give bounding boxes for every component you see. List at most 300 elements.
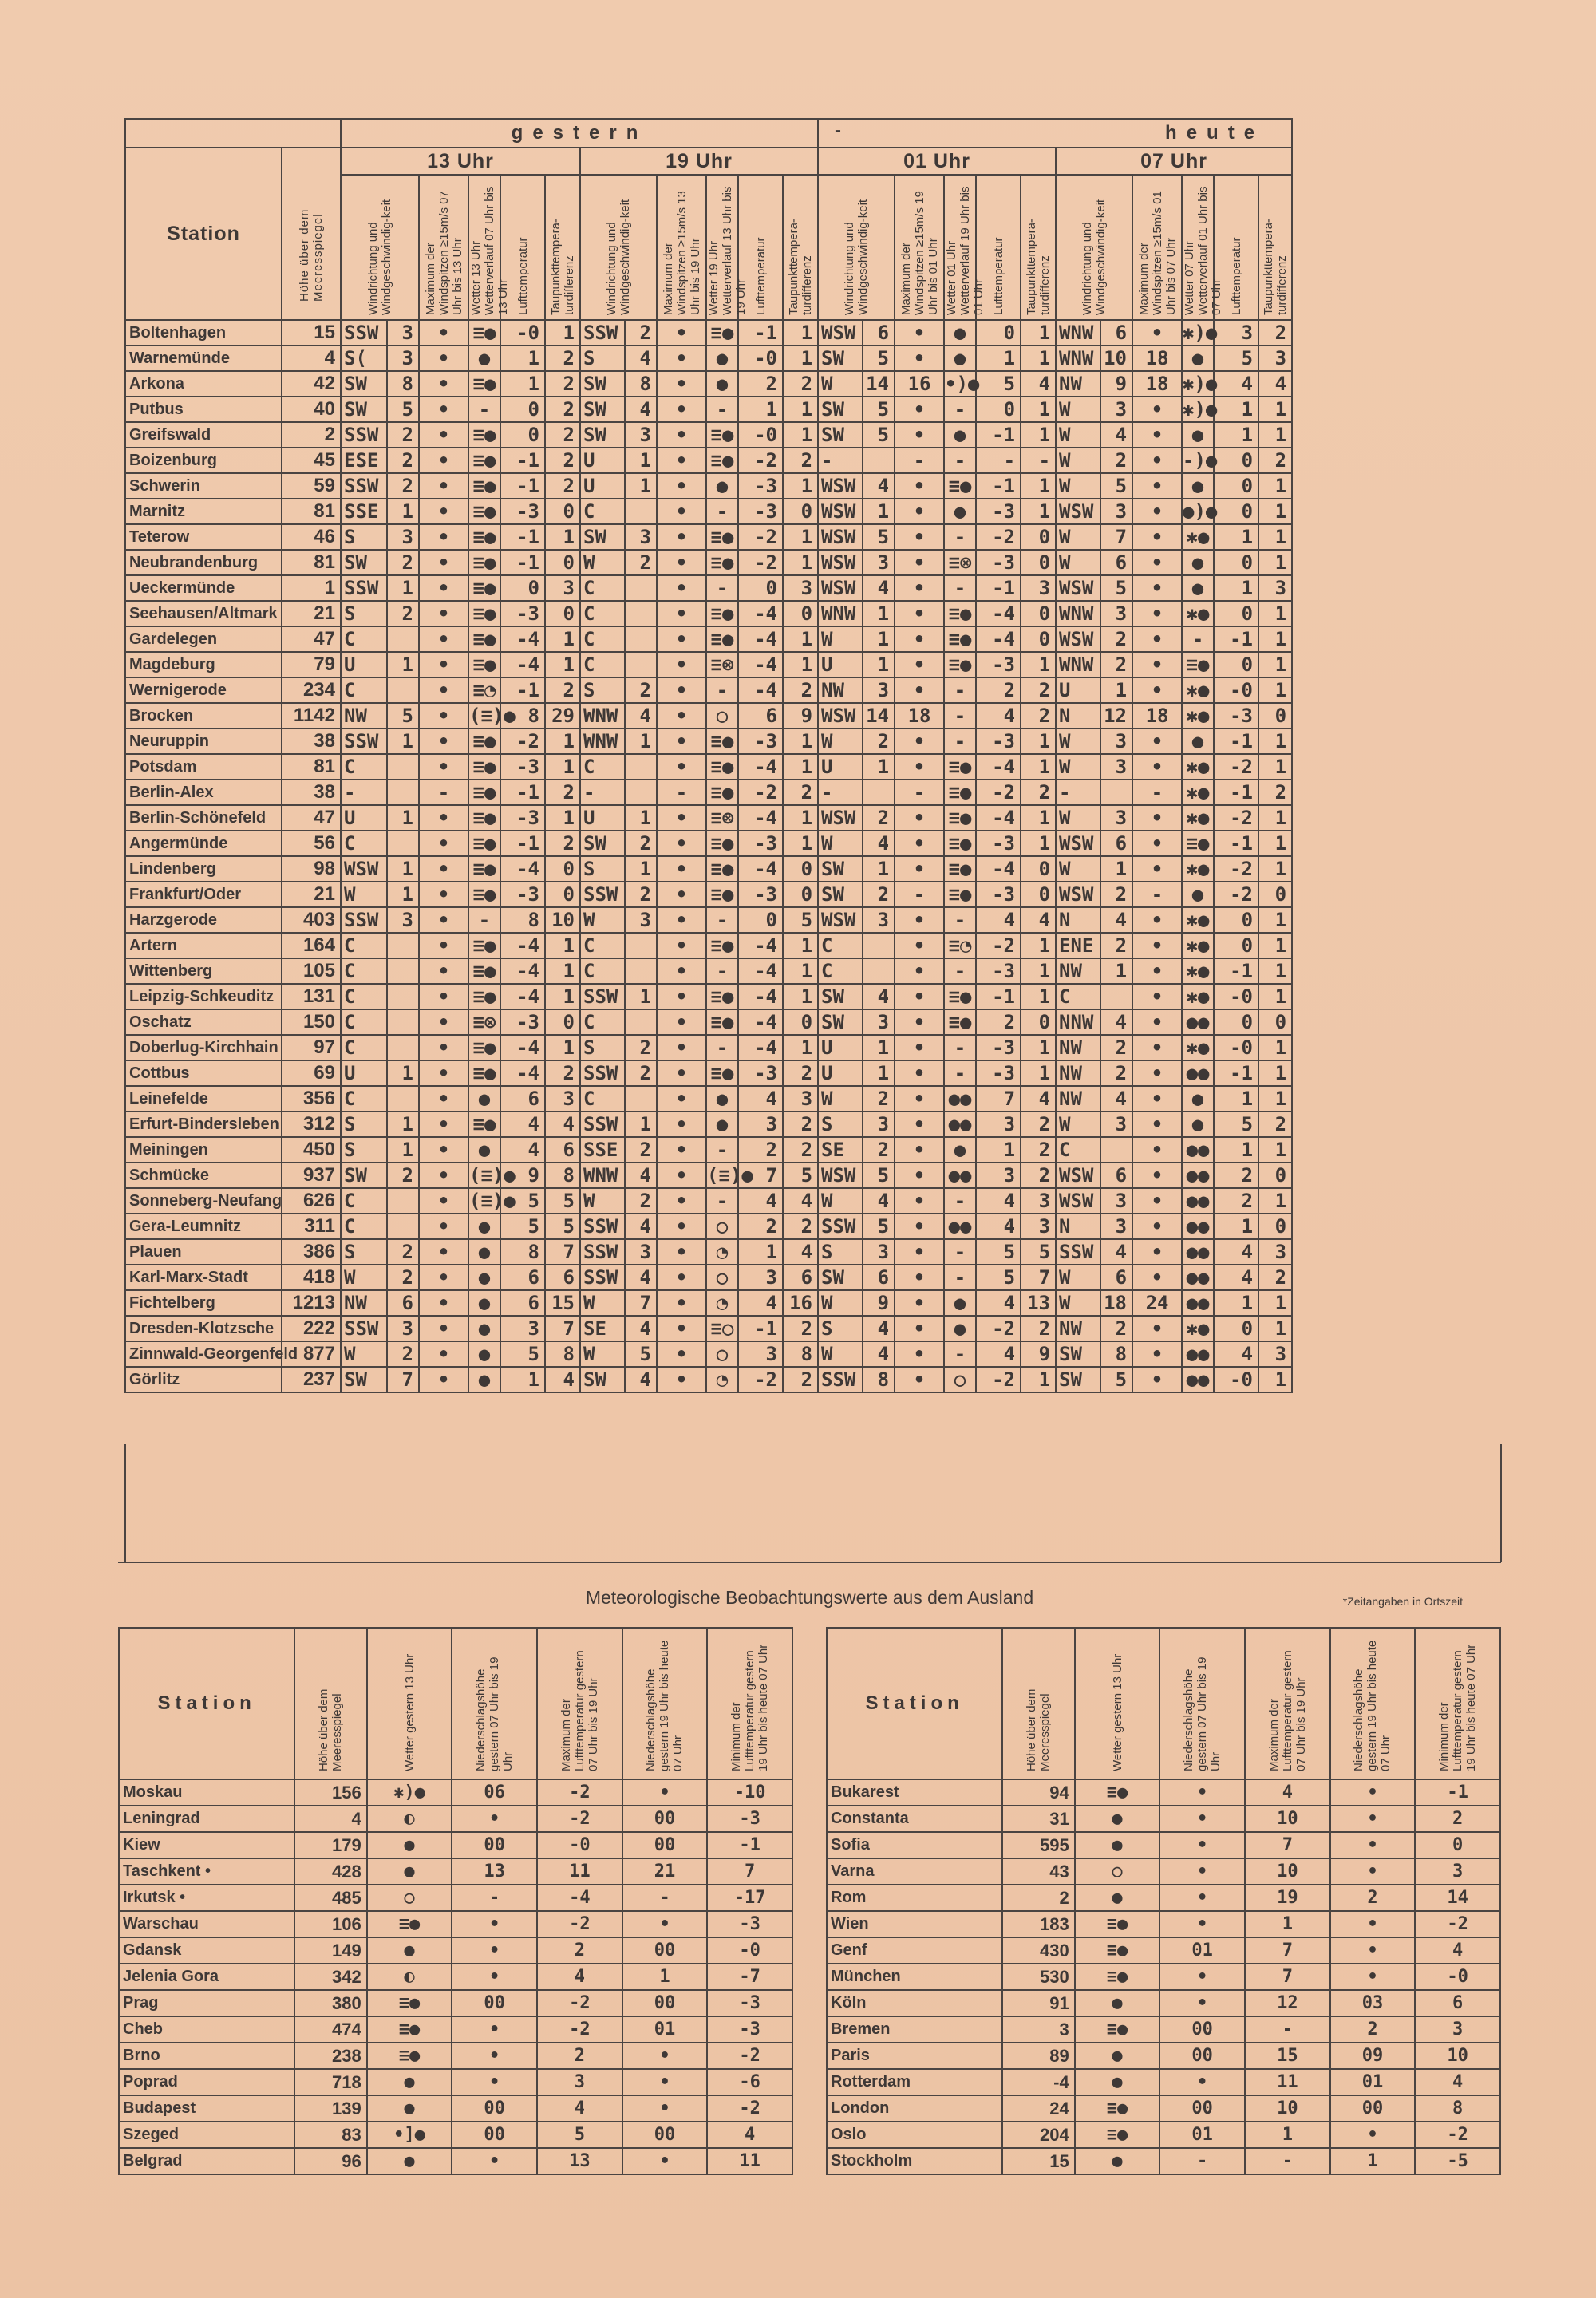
wind-speed: 3 [863,1239,895,1265]
weather-symbol: ≡● [706,550,738,575]
dewpoint-difference: 0 [545,856,580,882]
station-height: 81 [282,550,341,575]
air-temperature: -1 [1214,626,1258,652]
weather-symbol: ✱● [1182,984,1214,1009]
dewpoint-difference: 1 [1258,728,1292,754]
wind-speed [625,933,657,958]
dewpoint-difference: 29 [545,703,580,728]
air-temperature: -3 [976,728,1021,754]
wind-speed: 4 [863,831,895,856]
foreign-weather: ≡● [367,2043,452,2069]
foreign-max-temp: 2 [537,1937,622,1964]
station-height: 98 [282,856,341,882]
weather-symbol: ≡● [706,728,738,754]
foreign-height: 4 [294,1806,366,1832]
air-temperature: 2 [976,1009,1021,1035]
max-gust: • [1132,677,1182,703]
wind-direction: W [580,1290,625,1316]
max-gust: • [657,1341,706,1367]
foreign-precip-day: 00 [1159,2016,1245,2043]
foreign-colhead-min-label: Minimum der Lufttemperatur gestern 19 Uhr bis heute 07 Uhr [1437,1644,1479,1771]
air-temperature: 7 [738,1163,783,1188]
wind-speed: 1 [387,652,419,677]
wind-direction: W [1056,1290,1100,1316]
weather-symbol: ✱● [1182,780,1214,805]
max-gust: • [895,677,944,703]
wind-direction: NW [1056,1060,1100,1086]
dewpoint-difference: 8 [545,1341,580,1367]
foreign-precip-day: • [452,1911,537,1937]
foreign-min-temp: 3 [1415,2016,1500,2043]
wind-speed: 4 [863,575,895,601]
air-temperature: -4 [738,754,783,780]
colhead-dew-3 [1258,175,1292,320]
air-temperature: -1 [1214,728,1258,754]
colhead-wind-label: Windrichtung und Windgeschwindig-keit [605,199,632,315]
foreign-precip-day: • [452,2043,537,2069]
foreign-precip-night: 2 [1330,1885,1416,1911]
max-gust: • [895,1290,944,1316]
max-gust: - [895,882,944,907]
foreign-min-temp: -0 [707,1937,792,1964]
wind-speed: 8 [387,371,419,397]
wind-speed: 1 [387,805,419,831]
wind-speed: 4 [1100,907,1132,933]
weather-symbol: ≡● [944,984,976,1009]
max-gust: • [419,984,468,1009]
foreign-weather: ✱)● [367,1779,452,1806]
wind-direction: W [1056,397,1100,422]
weather-symbol: ● [944,1290,976,1316]
wind-direction: - [341,780,387,805]
foreign-max-temp: 2 [537,2043,622,2069]
max-gust: • [657,473,706,499]
wind-direction: SSW [580,1239,625,1265]
foreign-station-name: Paris [827,2043,1002,2069]
foreign-min-temp: 3 [1415,1858,1500,1885]
wind-direction: U [818,652,863,677]
wind-direction: SSW [580,320,625,345]
air-temperature: 0 [976,320,1021,345]
air-temperature: -3 [500,1009,545,1035]
foreign-station-name: Cheb [119,2016,294,2043]
dewpoint-difference: 1 [545,933,580,958]
station-name: Neubrandenburg [125,550,282,575]
wind-direction: - [1056,780,1100,805]
station-name: Berlin-Alex [125,780,282,805]
air-temperature: -2 [738,524,783,550]
wind-direction: C [341,1086,387,1111]
foreign-colhead-weather [1075,1628,1160,1779]
station-height: 15 [282,320,341,345]
station-height: 386 [282,1239,341,1265]
dewpoint-difference: 2 [1021,1137,1056,1163]
air-temperature: -0 [1214,1035,1258,1060]
max-gust: • [419,524,468,550]
air-temperature: 5 [500,1214,545,1239]
max-gust: • [895,1239,944,1265]
wind-direction: C [580,575,625,601]
wind-speed: 3 [1100,728,1132,754]
foreign-station-row [119,1964,792,1990]
max-gust: • [657,499,706,524]
dewpoint-difference: 0 [1258,1214,1292,1239]
air-temperature: -4 [976,805,1021,831]
wind-direction: S [818,1239,863,1265]
wind-direction: W [1056,448,1100,473]
wind-speed [625,652,657,677]
wind-speed: 1 [387,499,419,524]
air-temperature: 3 [976,1111,1021,1137]
station-height: 131 [282,984,341,1009]
weather-symbol: ● [944,320,976,345]
dewpoint-difference: 2 [1021,1111,1056,1137]
foreign-min-temp: 10 [1415,2043,1500,2069]
foreign-max-temp: 5 [537,2122,622,2148]
station-row [125,882,1292,907]
foreign-precip-day: 06 [452,1779,537,1806]
foreign-height: 24 [1002,2095,1074,2122]
station-name: Meiningen [125,1137,282,1163]
weather-symbol: ≡● [706,831,738,856]
foreign-weather: ≡● [367,2016,452,2043]
air-temperature: 4 [1214,371,1258,397]
wind-direction: U [580,473,625,499]
station-row [125,856,1292,882]
weather-symbol: ≡● [468,371,500,397]
wind-direction: S [580,677,625,703]
wind-speed: 3 [1100,499,1132,524]
wind-direction: SW [341,397,387,422]
foreign-min-temp: -5 [1415,2148,1500,2174]
wind-speed: 7 [625,1290,657,1316]
colhead-max19-1 [657,175,706,320]
wind-speed: 9 [863,1290,895,1316]
weather-symbol: - [944,677,976,703]
wind-direction: SW [341,550,387,575]
air-temperature: -0 [738,422,783,448]
wind-speed: 2 [387,550,419,575]
wind-speed: 3 [863,677,895,703]
max-gust: • [895,805,944,831]
air-temperature: 4 [500,1111,545,1137]
foreign-colhead-precip2-label: Niederschlagshöhe gestern 19 Uhr bis heute 07 Uhr [1352,1640,1393,1771]
foreign-precip-day: • [452,1937,537,1964]
max-gust: • [657,397,706,422]
station-height: 2 [282,422,341,448]
dewpoint-difference: 5 [545,1188,580,1214]
foreign-precip-day: • [1159,1990,1245,2016]
foreign-header-row [119,1628,792,1779]
weather-symbol: ○ [706,1214,738,1239]
wind-speed [625,601,657,626]
wind-speed [625,958,657,984]
dewpoint-difference: - [1021,448,1056,473]
air-temperature: 0 [500,397,545,422]
foreign-min-temp: 14 [1415,1885,1500,1911]
weather-symbol: ◔ [706,1367,738,1392]
weather-symbol: ≡● [706,1060,738,1086]
station-name: Plauen [125,1239,282,1265]
weather-symbol: ✱)● [1183,398,1218,421]
weather-symbol: - [944,397,976,422]
foreign-station-name: Wien [827,1911,1002,1937]
wind-speed: 3 [863,907,895,933]
wind-direction: U [1056,677,1100,703]
wind-direction: SW [1056,1341,1100,1367]
weather-symbol: ✱● [1182,601,1214,626]
weather-symbol: - [944,448,976,473]
wind-direction: WNW [1056,652,1100,677]
max-gust: • [895,1214,944,1239]
dewpoint-difference: 7 [1021,1265,1056,1290]
max-gust: • [1132,1265,1182,1290]
dewpoint-difference: 3 [1258,1239,1292,1265]
dewpoint-difference: 2 [545,831,580,856]
wind-direction: - [818,448,863,473]
dewpoint-difference: 1 [1258,1188,1292,1214]
max-gust: • [657,524,706,550]
wind-direction: WSW [818,1163,863,1188]
foreign-height: 485 [294,1885,366,1911]
max-gust: • [419,933,468,958]
station-height: 42 [282,371,341,397]
weather-symbol: ●)● [1183,500,1218,523]
dewpoint-difference: 0 [1021,524,1056,550]
foreign-height: 595 [1002,1832,1074,1858]
wind-direction: S [341,1111,387,1137]
foreign-height: 106 [294,1911,366,1937]
weather-symbol: - [706,397,738,422]
weather-symbol: ≡● [468,856,500,882]
station-name: Cottbus [125,1060,282,1086]
air-temperature: 6 [738,703,783,728]
wind-speed: 2 [1100,652,1132,677]
dewpoint-difference: 5 [545,1214,580,1239]
station-height: 4 [282,345,341,371]
wind-speed: 2 [387,422,419,448]
max-gust: • [1132,1137,1182,1163]
dewpoint-difference: 2 [783,677,818,703]
dewpoint-difference: 0 [1258,1009,1292,1035]
wind-direction: C [580,958,625,984]
dewpoint-difference: 0 [1021,626,1056,652]
foreign-colhead-precip2 [622,1628,708,1779]
foreign-station-name: Irkutsk • [119,1885,294,1911]
wind-speed: 2 [625,831,657,856]
air-temperature: -3 [976,550,1021,575]
wind-direction: NW [1056,958,1100,984]
dewpoint-difference: 0 [545,499,580,524]
wind-speed: 3 [1100,805,1132,831]
dewpoint-difference: 1 [783,728,818,754]
dewpoint-difference: 1 [545,728,580,754]
wind-direction: N [1056,703,1100,728]
wind-speed: 5 [625,1341,657,1367]
foreign-precip-day: • [1159,1858,1245,1885]
weather-symbol: ≡⊗ [944,550,976,575]
wind-speed: 6 [387,1290,419,1316]
wind-direction: W [1056,473,1100,499]
dewpoint-difference: 3 [783,1086,818,1111]
foreign-min-temp: -7 [707,1964,792,1990]
wind-direction: C [341,1009,387,1035]
max-gust: • [657,728,706,754]
wind-direction: NW [1056,1035,1100,1060]
air-temperature: -2 [1214,882,1258,907]
weather-symbol: ●● [1182,1060,1214,1086]
foreign-station-row [827,1911,1500,1937]
dewpoint-difference: 2 [1021,703,1056,728]
foreign-min-temp: -17 [707,1885,792,1911]
max-gust: • [1132,933,1182,958]
dewpoint-difference: 1 [1258,524,1292,550]
air-temperature: 4 [738,1290,783,1316]
air-temperature: -3 [738,499,783,524]
weather-symbol: ● [1182,1086,1214,1111]
wind-speed: 5 [387,703,419,728]
weather-symbol: ≡● [468,550,500,575]
wind-speed: 3 [1100,397,1132,422]
wind-direction: C [1056,984,1100,1009]
max-gust: • [419,1009,468,1035]
max-gust: • [419,1316,468,1341]
wind-speed: 6 [1100,550,1132,575]
weather-symbol: ≡● [468,780,500,805]
foreign-height: 428 [294,1858,366,1885]
foreign-precip-night: • [1330,1937,1416,1964]
air-temperature: -3 [976,882,1021,907]
wind-speed: 2 [387,1163,419,1188]
foreign-min-temp: -2 [707,2043,792,2069]
station-height: 237 [282,1367,341,1392]
weather-symbol: ●● [1182,1265,1214,1290]
dewpoint-difference: 2 [783,448,818,473]
max-gust: • [1132,1163,1182,1188]
weather-symbol: ≡● [468,882,500,907]
dewpoint-difference: 1 [1258,1367,1292,1392]
foreign-weather: ○ [1075,1858,1160,1885]
foreign-weather: ● [367,2095,452,2122]
foreign-min-temp: -3 [707,1806,792,1832]
dewpoint-difference: 3 [545,1086,580,1111]
max-gust: • [1132,626,1182,652]
station-height: 59 [282,473,341,499]
dewpoint-difference: 16 [783,1290,818,1316]
wind-direction: W [818,1086,863,1111]
dewpoint-difference: 1 [783,652,818,677]
air-temperature: 1 [1214,1137,1258,1163]
air-temperature: 1 [738,397,783,422]
wind-direction: SSW [580,1060,625,1086]
air-temperature: -1 [500,780,545,805]
dewpoint-difference: 1 [783,933,818,958]
foreign-min-temp: 4 [1415,1937,1500,1964]
max-gust: • [419,1188,468,1214]
header-dash: - [835,120,842,141]
max-gust: • [419,805,468,831]
foreign-colhead-max-label: Maximum der Lufttemperatur gestern 07 Uhr bis 19 Uhr [559,1650,600,1771]
weather-symbol: ● [1182,550,1214,575]
air-temperature: -3 [738,473,783,499]
foreign-height: 149 [294,1937,366,1964]
air-temperature: 0 [1214,473,1258,499]
air-temperature: 7 [976,1086,1021,1111]
wind-speed: 4 [863,1188,895,1214]
weather-symbol: ●● [1182,1009,1214,1035]
station-height: 311 [282,1214,341,1239]
dewpoint-difference: 4 [783,1188,818,1214]
max-gust: • [1132,397,1182,422]
dewpoint-difference: 15 [545,1290,580,1316]
foreign-precip-night: 09 [1330,2043,1416,2069]
foreign-station-name: Gdansk [119,1937,294,1964]
wind-direction: SW [341,1367,387,1392]
weather-symbol: ○ [944,1367,976,1392]
foreign-precip-day: 00 [1159,2095,1245,2122]
wind-speed: 2 [625,1060,657,1086]
max-gust: • [657,856,706,882]
wind-speed [387,933,419,958]
max-gust: • [657,1163,706,1188]
dewpoint-difference: 1 [783,626,818,652]
weather-symbol: ≡● [468,652,500,677]
max-gust: • [1132,1316,1182,1341]
station-name: Teterow [125,524,282,550]
max-gust: • [1132,805,1182,831]
dewpoint-difference: 4 [1258,371,1292,397]
foreign-max-temp: 7 [1245,1964,1330,1990]
wind-direction: SSW [580,1111,625,1137]
max-gust: • [1132,754,1182,780]
wind-speed: 5 [863,397,895,422]
station-height: 222 [282,1316,341,1341]
dewpoint-difference: 1 [1021,958,1056,984]
colhead-wind-3 [1056,175,1132,320]
wind-speed [1100,1137,1132,1163]
foreign-title-bar [118,1562,1501,1627]
station-row [125,524,1292,550]
wind-speed: 1 [863,499,895,524]
station-row [125,371,1292,397]
dewpoint-difference: 0 [1021,856,1056,882]
wind-direction: SSW [818,1367,863,1392]
wind-speed: 2 [863,728,895,754]
dewpoint-difference: 1 [783,397,818,422]
weather-symbol: (≡)● [469,1164,516,1187]
foreign-max-temp: -2 [537,1990,622,2016]
station-height: 403 [282,907,341,933]
max-gust: • [419,1060,468,1086]
station-name: Leipzig-Schkeuditz [125,984,282,1009]
wind-direction: U [341,652,387,677]
station-height: 47 [282,626,341,652]
wind-speed: 3 [387,907,419,933]
wind-direction: WSW [818,320,863,345]
wind-direction: WNW [818,601,863,626]
air-temperature: 3 [500,1316,545,1341]
height-column-header [282,148,341,320]
station-name: Görlitz [125,1367,282,1392]
weather-symbol: - [706,1035,738,1060]
dewpoint-difference: 2 [545,397,580,422]
wind-direction: S [341,601,387,626]
max-gust: • [895,958,944,984]
station-row [125,703,1292,728]
station-name: Oschatz [125,1009,282,1035]
foreign-height: 204 [1002,2122,1074,2148]
wind-speed: 6 [863,1265,895,1290]
